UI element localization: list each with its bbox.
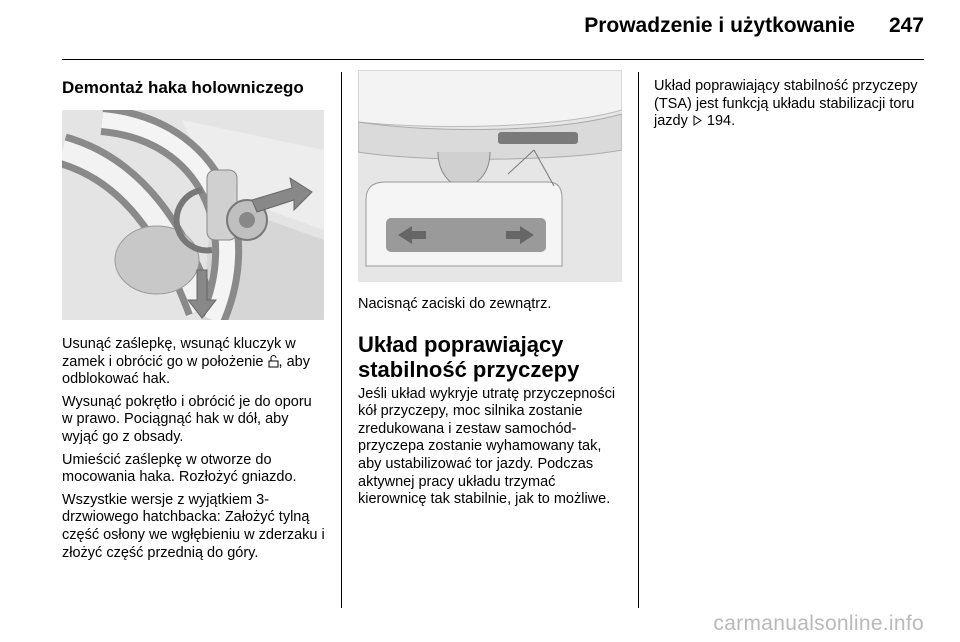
image-caption: Nacisnąć zaciski do zewnątrz. xyxy=(358,296,552,312)
paragraph xyxy=(62,336,326,389)
text-span: Układ poprawiający stabilność przyczepy (TSA) jest funkcją układu stabilizacji toru jazdy xyxy=(654,78,918,130)
column-divider xyxy=(638,72,639,608)
text-span: , aby odblokować hak. xyxy=(62,353,310,388)
page-reference-arrow-icon xyxy=(692,114,703,127)
paragraph: Wszystkie wersje z wyjątkiem 3-drzwiowego hatchbacka: Założyć tylną część osłony we wgłębieniu w zderzaku i złożyć część przednią do góry. xyxy=(62,491,325,561)
header-rule xyxy=(62,59,924,60)
page-header xyxy=(584,14,924,38)
page-number: 247 xyxy=(888,14,924,37)
unlock-icon xyxy=(268,355,279,368)
watermark: carmanualsonline.info xyxy=(713,612,924,635)
column-divider xyxy=(341,72,342,608)
page-reference[interactable]: 194. xyxy=(706,113,736,130)
tow-hook-removal-illustration xyxy=(62,110,324,320)
column-3 xyxy=(654,70,922,136)
text-span: Usunąć zaślepkę, wsunąć kluczyk w zamek i obrócić go w położenie xyxy=(62,336,296,370)
bumper-clip-illustration xyxy=(358,70,622,282)
section-heading: Demontaż haka holowniczego xyxy=(62,78,304,97)
paragraph xyxy=(654,78,922,131)
paragraph: Wysunąć pokrętło i obrócić je do oporu w prawo. Pociągnąć hak w dół, aby wyjąć go z obsady. xyxy=(62,393,312,445)
column-1 xyxy=(62,70,326,567)
section-title: Prowadzenie i użytkowanie xyxy=(584,14,855,37)
paragraph: Umieścić zaślepkę w otworze do mocowania haka. Rozłożyć gniazdo. xyxy=(62,451,297,486)
paragraph: Jeśli układ wykryje utratę przyczepności kół przyczepy, moc silnika zostanie zredukowana i zestaw samochód-przyczepa zostanie wyhamowany tak, aby ustabilizować tor jazdy. Podczas aktywnej pracy układu trzymać kierownicę tak stabilnie, jak to możliwe. xyxy=(358,385,616,508)
column-2 xyxy=(358,70,622,514)
section-heading: Układ poprawiający stabilność przyczepy xyxy=(358,331,580,382)
